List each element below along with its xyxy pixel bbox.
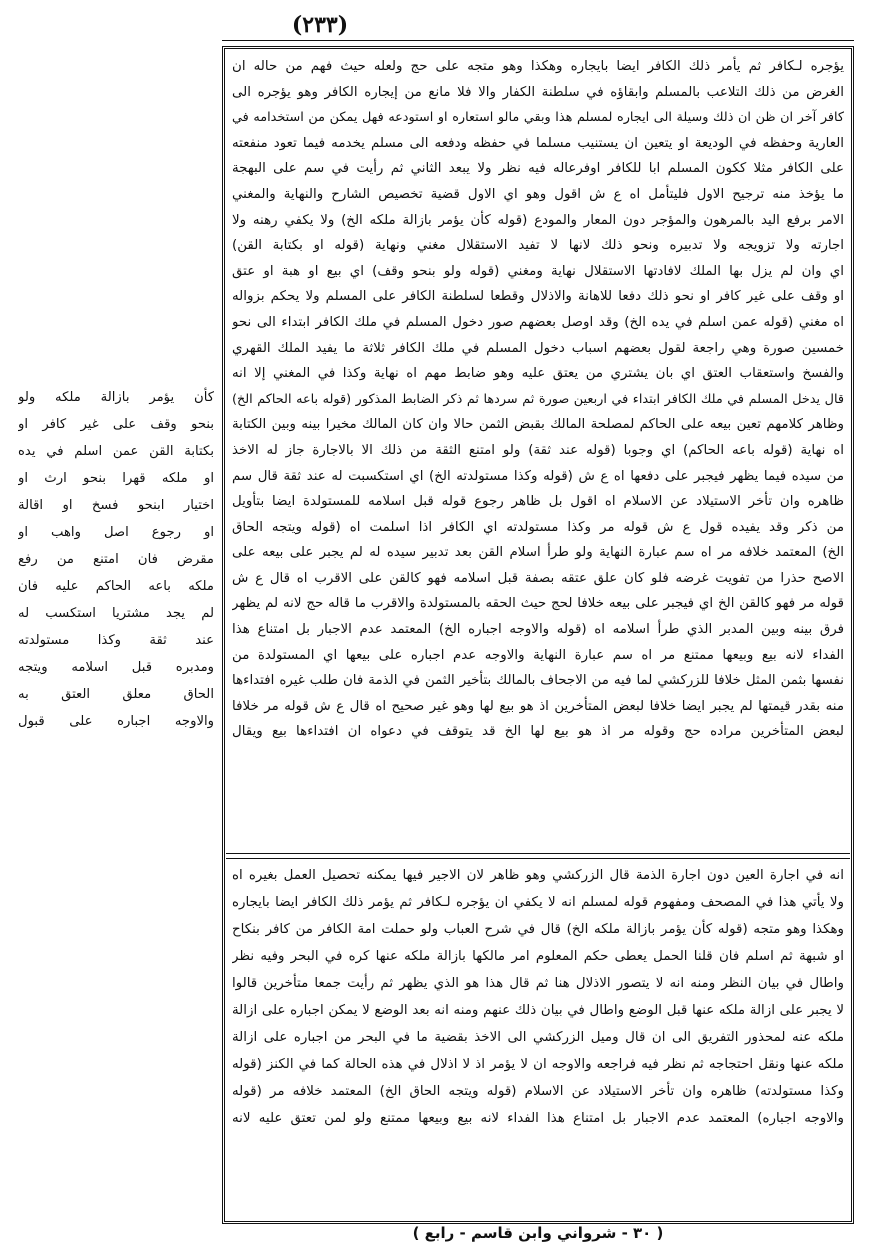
margin-line: بنحو وقف على غير كافر او	[18, 417, 214, 432]
margin-line: الحاق معلق العتق به	[18, 687, 214, 702]
text-line: ظاهره وان تأخر الاستيلاد عن الاسلام اه اقول بل ظاهر رجوع قوله قبل اسلامه للمستولدة ايضا بتأويل	[232, 494, 844, 510]
commentary-upper	[232, 54, 844, 745]
text-line: اه نهاية (قوله باعه الحاكم) اي وجوبا (قوله عند ثقة) ولو امتنع الثقة من ذلك الا بالاجارة جاز له الاخذ	[232, 442, 844, 458]
text-line: واطال في بيان النظر ومنه انه لا يتصور الاذلال هنا ثم قال هذا هو الذي يظهر ثم رأيت جمعا متأخرين قالوا	[232, 976, 844, 991]
text-line: قوله مر فهو كالقن الخ اي فيجبر على بيعه خلافا لحج حيث الحقه بالمستولدة والاقرب ما قاله حج لانه لم يظهر	[232, 596, 844, 612]
margin-line: والاوجه اجباره على قبول	[18, 714, 214, 729]
page-footer: ( ٣٠ - شرواني وابن قاسم - رابع )	[412, 1224, 664, 1242]
text-line: كافر آخر ان ظن ان ذلك وسيلة الى ايجاره لمسلم هذا وبقي مالو استعاره او استودعه فهل يمكن من استخدامه في	[232, 110, 844, 126]
text-line: ما يؤخذ منه ترجيح الاول فليتأمل اه ع ش اقول وهو اي الاول قضية تخصيص الشارح والنهاية والمغني	[232, 186, 844, 202]
margin-line: بكتابة القن عمن اسلم في يده	[18, 444, 214, 459]
text-line: لبعض المتأخرين مراده حج وقوله مر اذ هو بيع لها الخ قد يتوقف في دعواه ان افتداءها بيع ويقال	[232, 724, 844, 740]
text-line: قال يدخل المسلم في ملك الكافر ابتداء في اربعين صورة ثم سردها ثم ذكر الضابط المذكور (قوله باعه الحاكم الخ)	[232, 391, 844, 407]
text-line: الفداء لانه بيع وبيعها ممتنع مر اه سم عبارة النهاية والاوجه عدم اجباره على بيعها اي المستولدة من	[232, 647, 844, 663]
text-line: وكذا مستولدته) ظاهره وان تأخر الاستيلاد عن الاسلام (قوله ويتجه الحاق الخ) المعتمد خلافه مر (قوله	[232, 1084, 844, 1099]
text-line: ملكه عنه لمحذور التفريق الى ان قال وميل الزركشي الى الاخذ بقضية ما في البحر من اجباره على ازالة	[232, 1030, 844, 1045]
text-line: من ذكر وقد يفيده قول ع ش قوله مر وكذا مستولدته اي الكافر اذا اسلمت اه (قوله ويتجه الحاق	[232, 519, 844, 535]
top-rule	[222, 40, 854, 41]
text-line: الغرض من ذلك التلاعب بالمسلم وابقاؤه في سلطنة الكفار والا فلا مانع من إيجاره الكافر وهو يؤجره الى	[232, 84, 844, 100]
text-line: وظاهر كلامهم تعين بيعه على الحاكم لمصلحة المالك بقبض الثمن حالا وان كان المالك مخيرا بينه وبين الكتابة	[232, 417, 844, 433]
text-line: او شبهة ثم اسلم فان قلنا الحمل يعطى حكم المعلوم امر مالكها بازالة ملكه عنها كره في البحر وفيه نظر	[232, 949, 844, 964]
text-line: على الكافر مثلا ككون المسلم ابا للكافر اوفرعاله فيه نظر ولا يبعد الثاني ثم رأيت في سم على البهجة	[232, 161, 844, 177]
text-line: خمسين صورة وهي راجعة لقول بعضهم اسباب دخول المسلم في ملك الكافر ثلاثة ما يفيد الملك القهري	[232, 340, 844, 356]
text-line: الخ) المعتمد خلافه مر اه سم عبارة النهاية ولو طرأ اسلام القن بعد تدبير سيده له لم يجبر على بيعه على	[232, 545, 844, 561]
commentary-divider	[226, 853, 850, 859]
text-line: الاصح حذرا من تفويت غرضه فلو كان علق عتقه بصفة قبل اسلامه فهو كالقن على الاقرب اه قال ع ش	[232, 570, 844, 586]
margin-line: او ملكه قهرا بنحو ارث او	[18, 471, 214, 486]
margin-line: لم يجد مشتريا استكسب له	[18, 606, 214, 621]
text-line: لا يجبر على ازالة ملكه عنها قبل الوضع واطال في بيان ذلك عنهم ومنه انه بعد الوضع لا يمكن اجباره على ازالة	[232, 1003, 844, 1018]
text-line: انه في اجارة العين دون اجارة الذمة قال الزركشي وهو ظاهر لان الاجير فيها يمكنه تحصيل العمل بغيره اه	[232, 868, 844, 883]
margin-matn	[18, 384, 214, 735]
text-line: ولا يأتي هذا في المصحف ومفهوم قوله لمسلم انه لا يكفي ان يؤجره لـكافر ثم يؤمر ذلك الكافر ايضا بايجاره	[232, 895, 844, 910]
text-line: الامر برفع اليد بالمرهون والمؤجر دون المعار والمودع (قوله كأن يؤمر بازالة ملكه الخ) ولا يكفي رهنه ولا	[232, 212, 844, 228]
text-line: يؤجره لـكافر ثم يأمر ذلك الكافر ايضا بايجاره وهكذا وهو متجه على حج ولعله حيث فهم من حاله ان	[232, 59, 844, 74]
page-number: (٢٣٣)	[291, 12, 349, 38]
margin-line: ومدبره قبل اسلامه ويتجه	[18, 660, 214, 675]
text-line: نفسها بثمن المثل خلافا للزركشي لما فيه من الاجحاف بالمالك بتأخير الثمن في الذمة فان طلب غيره افتداءها	[232, 673, 844, 689]
commentary-lower	[232, 862, 844, 1132]
margin-line: اختيار ابنحو فسخ او اقالة	[18, 498, 214, 513]
text-line: اه مغني (قوله عمن اسلم في يده الخ) وقد اوصل بعضهم صور دخول المسلم في ملك الكافر ابتداء الى نحو	[232, 314, 844, 330]
text-line: العارية وحفظه في الوديعة او يتعين ان يستنيب مسلما في حفظه ودفعه الى مسلم يخدمه فيما تعود منفعته	[232, 135, 844, 151]
margin-line: كأن يؤمر بازالة ملكه ولو	[18, 390, 214, 405]
text-line: اجارته ولا تزويجه ولا تدبيره ونحو ذلك لانها لا تفيد الاستقلال مغني ونهاية (قوله او بكتابة القن)	[232, 238, 844, 254]
text-line: منه بقدر قيمتها لم يجبر ايضا خلافا لبعض المتأخرين اذ هو بيع لها وهو غير صحيح اه قال ع ش قوله مر خلافا	[232, 698, 844, 714]
margin-line: عند ثقة وكذا مستولدته	[18, 633, 214, 648]
text-line: والفسخ واستعقاب العتق اي بان يشتري من يعتق عليه وهو ضابط مهم اه نهاية وكذا في المغني إلا انه	[232, 366, 844, 382]
margin-line: ملكه باعه الحاكم عليه فان	[18, 579, 214, 594]
text-line: فرق بينه وبين المدبر الذي طرأ اسلامه اه (قوله والاوجه اجباره الخ) المعتمد عدم الاجبار بل امتناع هذا	[232, 622, 844, 638]
text-line: والاوجه اجباره) المعتمد عدم الاجبار بل امتناع هذا الفداء لانه بيع وبيعها ممتنع ولو لمن تعتق عليه لانه	[232, 1111, 844, 1126]
text-line: من سيده فيما يظهر فيجبر على دفعها اه ع ش (قوله وكذا مستولدته الخ) اي استكسبت له عند ثقة قال سم	[232, 468, 844, 484]
margin-line: او رجوع اصل واهب او	[18, 525, 214, 540]
text-line: او وقف على غير كافر او نحو ذلك دفعا للاهانة والاذلال وقطعا لسلطنة الكافر على المسلم ولا يحكم بزواله	[232, 289, 844, 305]
text-line: اي وان لم يزل بها الملك لافادتها الاستقلال نهاية ومغني (قوله ولو بنحو وقف) اي بيع او هبة او عتق	[232, 263, 844, 279]
text-line: ملكه عنها ونقل احتجاجه ثم نظر فيه فراجعه والاوجه ان لا يؤمر اذ لا اذلال في هذه الحالة كما في الكنز (قوله	[232, 1057, 844, 1072]
margin-line: مقرض فان امتنع من رفع	[18, 552, 214, 567]
text-line: وهكذا وهو متجه (قوله كأن يؤمر بازالة ملكه الخ) قال في شرح العباب ولو حملت امة الكافر من كافر بنكاح	[232, 922, 844, 937]
